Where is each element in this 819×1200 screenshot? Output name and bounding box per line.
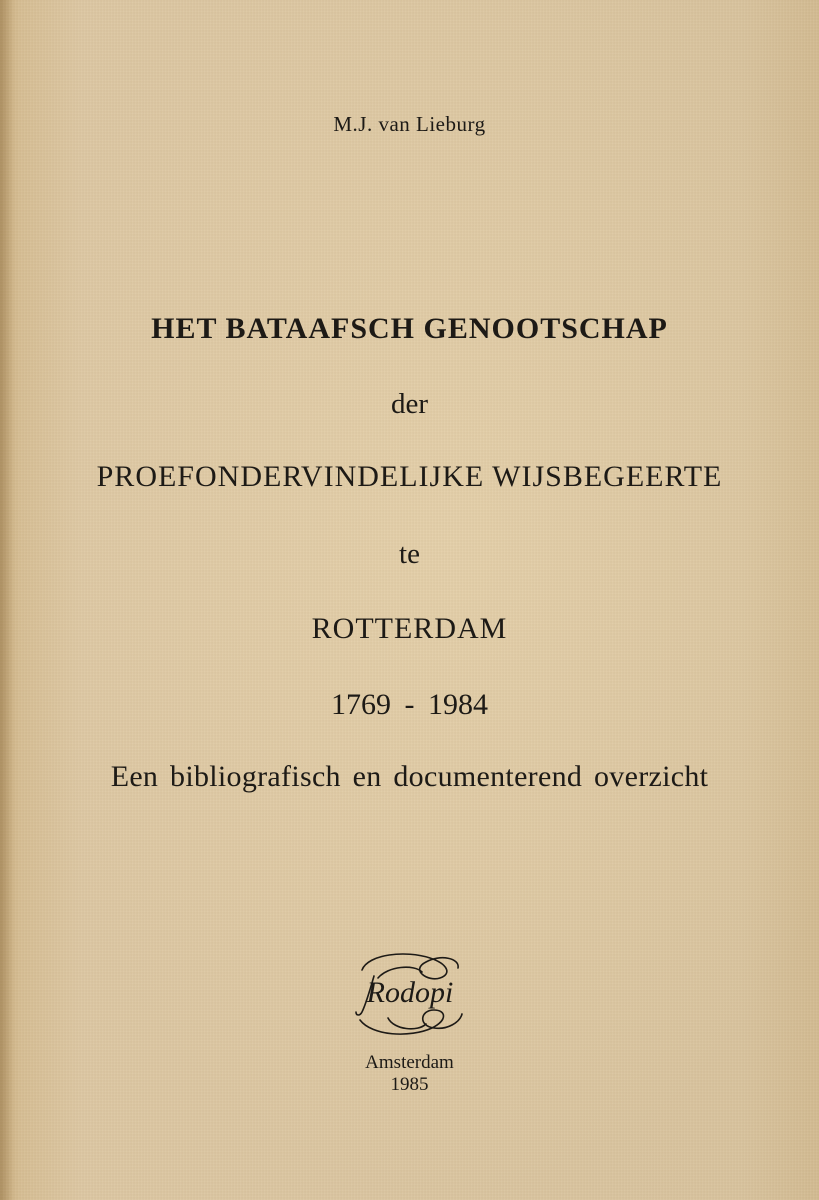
subtitle: Een bibliografisch en documenterend overzicht (110, 760, 709, 793)
title-line-2: der (390, 388, 429, 420)
spine-shadow (0, 0, 14, 1200)
title-line-5: ROTTERDAM (311, 612, 508, 645)
publisher-logo-icon (348, 948, 472, 1040)
publisher-logo-text: Rodopi (366, 976, 454, 1009)
title-line-1: HET BATAAFSCH GENOOTSCHAP (151, 312, 668, 345)
title-line-3: PROEFONDERVINDELIJKE WIJSBEGEERTE (96, 460, 723, 493)
publisher-place: Amsterdam (365, 1052, 454, 1073)
author-name: M.J. van Lieburg (333, 112, 486, 136)
title-line-4: te (399, 538, 420, 570)
year-range: 1769 - 1984 (331, 688, 488, 721)
publication-year: 1985 (390, 1074, 429, 1095)
